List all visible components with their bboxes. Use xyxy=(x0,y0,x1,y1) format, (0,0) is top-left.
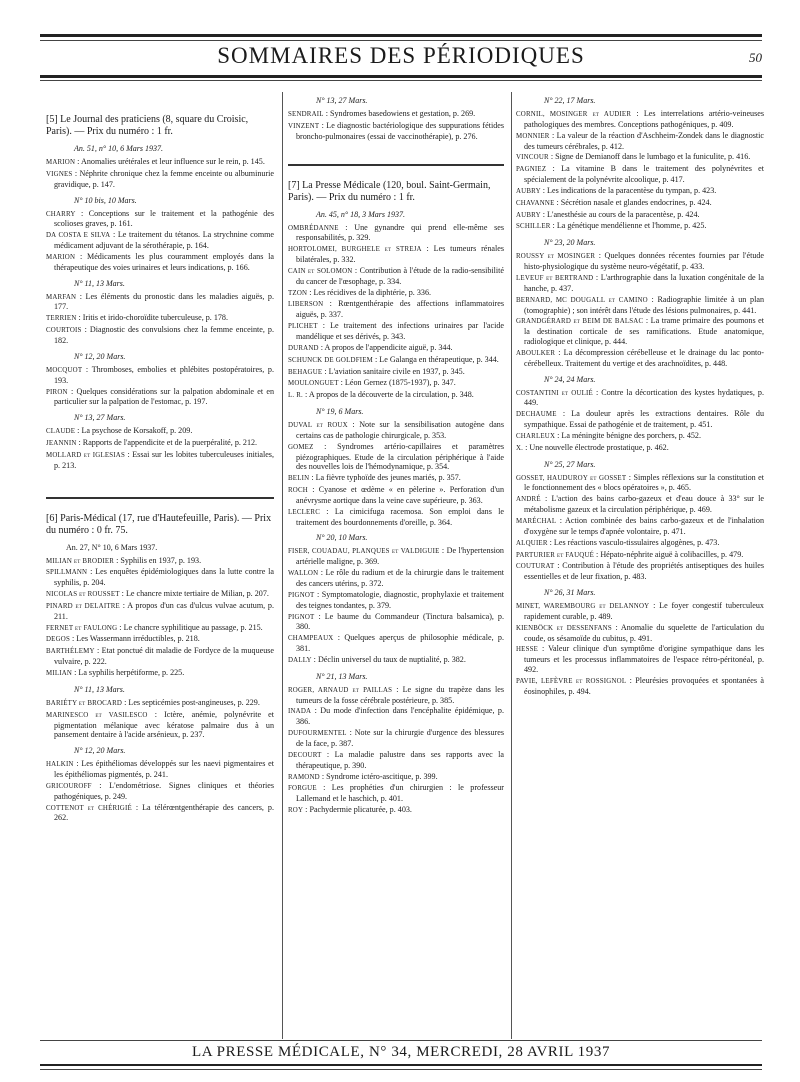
list-item: MILIAN et BRODIER : Syphilis en 1937, p. 193. xyxy=(46,555,202,565)
list-item: ABOULKER : La décompression cérébelleuse et le drainage du lac ponto-cérébelleux. Traitement du vertige et des arachnoïdites, p. 448. xyxy=(516,347,764,368)
list-item: NICOLAS et ROUSSET : Le chancre mixte tertiaire de Milian, p. 207. xyxy=(46,589,269,599)
list-item: MONNIER : La valeur de la réaction d'Aschheim-Zondek dans le diagnostic des tumeurs cérébrales, p. 412. xyxy=(516,130,764,151)
list-item: AUBRY : L'anesthésie au cours de la paracentèse, p. 424. xyxy=(516,209,700,219)
list-item: PIRON : Quelques considérations sur la palpation abdominale et en particulier sur la palpation de l'estomac, p. 197. xyxy=(46,386,274,407)
list-item: ROGER, ARNAUD et PAILLAS : Le signe du trapèze dans les tumeurs de la fosse cérébrale postérieure, p. 385. xyxy=(288,684,504,705)
column-left xyxy=(46,92,274,1037)
header-rule-bottom xyxy=(40,75,762,78)
issue-heading: An. 27, N° 10, 6 Mars 1937. xyxy=(66,542,158,552)
list-item: ANDRÉ : L'action des bains carbo-gazeux et d'eau douce à 33° sur le métabolisme gazeux et la circulation périphérique, p. 469. xyxy=(516,494,764,515)
list-item: MOCQUOT : Thromboses, embolies et phlébites postopératoires, p. 193. xyxy=(46,364,274,385)
list-item: OMBRÉDANNE : Une gynandre qui prend elle-même ses responsabilités, p. 329. xyxy=(288,222,504,243)
list-item: PAVIE, LEFÈVRE et ROSSIGNOL : Pleurésies provoquées et spontanées à éosinophiles, p. 494. xyxy=(516,675,764,696)
list-item: PIGNOT : Le baume du Commandeur (Tinctura balsamica), p. 380. xyxy=(288,611,504,632)
list-item: SENDRAIL : Syndromes basedowiens et gestation, p. 269. xyxy=(288,109,476,118)
list-item: TZON : Les récidives de la diphtérie, p. 336. xyxy=(288,287,432,297)
list-item: PLICHET : Le traitement des infections urinaires par l'acide mandélique et ses dérivés, p. 343. xyxy=(288,321,504,341)
page-number: 50 xyxy=(749,50,762,65)
list-item: PIGNOT : Symptomatologie, diagnostic, prophylaxie et traitement des teignes tondantes, p. 379. xyxy=(288,589,504,610)
section-separator xyxy=(46,497,274,499)
page-title: SOMMAIRES DES PÉRIODIQUES xyxy=(217,43,585,68)
list-item: WALLON : Le rôle du radium et de la chirurgie dans le traitement des cancers utérins, p. 372. xyxy=(288,568,504,588)
issue-heading: N° 13, 27 Mars. xyxy=(316,96,368,105)
list-item: RAMOND : Syndrome ictéro-ascitique, p. 399. xyxy=(288,771,438,781)
issue-heading: N° 11, 13 Mars. xyxy=(74,684,125,694)
journal-title: [7] La Presse Médicale (120, boul. Saint-Germain, Paris). — Prix du numéro : 1 fr. xyxy=(288,179,491,203)
list-item: DALLY : Déclin universel du taux de nuptialité, p. 382. xyxy=(288,654,466,664)
issue-heading: N° 20, 10 Mars. xyxy=(316,533,368,543)
column-divider xyxy=(282,92,283,1039)
list-item: DEGOS : Les Wassermann irréductibles, p. 218. xyxy=(46,634,200,644)
footer-rule-bottom xyxy=(40,1064,762,1066)
list-item: TERRIEN : Iritis et irido-choroïdite tuberculeuse, p. 178. xyxy=(46,313,228,323)
list-item: MILIAN : La syphilis herpétiforme, p. 225. xyxy=(46,668,185,677)
journal-title: [6] Paris-Médical (17, rue d'Hautefeuille, Paris). — Prix du numéro : 0 fr. 75. xyxy=(46,512,272,536)
header-rule-top xyxy=(40,34,762,37)
issue-heading: N° 19, 6 Mars. xyxy=(316,407,364,417)
list-item: VINZENT : Le diagnostic bactériologique des suppurations fétides broncho-pulmonaires (essai de vaccinothérapie), p. 276. xyxy=(288,120,504,141)
list-item: ALQUIER : Les réactions vasculo-tissulaires algogènes, p. 473. xyxy=(516,537,720,547)
list-item: SCHUNCK DE GOLDFIEM : Le Galanga en thérapeutique, p. 344. xyxy=(288,354,499,364)
list-item: MARINESCO et VASILESCO : Ictère, anémie, polynévrite et pigmentation mélanique avec kératose palmaire dus à un pansement dentaire à l'acide arsénieux, p. 237. xyxy=(46,709,274,740)
list-item: HORTOLOMEI, BURGHELE et STREJA : Les tumeurs rénales bilatérales, p. 332. xyxy=(288,244,504,265)
column-right xyxy=(516,92,764,1037)
issue-heading: An. 45, n° 18, 3 Mars 1937. xyxy=(316,209,405,219)
list-item: DURAND : A propos de l'appendicite aiguë, p. 344. xyxy=(288,342,453,352)
list-item: HALKIN : Les épithéliomas développés sur les naevi pigmentaires et les épithéliomas pigmentés, p. 241. xyxy=(46,759,274,780)
list-item: MARION : Médicaments les plus couramment employés dans la thérapeutique des voies urinaires et leurs indications, p. 166. xyxy=(46,251,274,272)
list-item: CHARRY : Conceptions sur le traitement et la pathogénie des scolioses graves, p. 161. xyxy=(46,208,274,229)
list-item: CORNIL, MOSINGER et AUDIER : Les interrelations artério-veineuses pathologiques des membres. Conceptions pathogéniques, p. 409. xyxy=(516,109,764,129)
list-item: KIENBÖCK et DESSENFANS : Anomalie du squelette de l'articulation du coude, os sésamoïde du cubitus, p. 491. xyxy=(516,622,764,643)
list-item: HESSE : Valeur clinique d'un symptôme d'origine sympathique dans les tumeurs et les processus inflammatoires de l'espace rétro-péritonéal, p. 492. xyxy=(516,644,764,675)
list-item: PINARD et DELAITRE : A propos d'un cas d'ulcus vulvae acutum, p. 211. xyxy=(46,600,274,621)
list-item: DECHAUME : La douleur après les extractions dentaires. Rôle du sympathique. Essai de pathogénie et de traitement, p. 451. xyxy=(516,409,764,430)
list-item: VIGNES : Néphrite chronique chez la femme enceinte ou albuminurie gravidique, p. 147. xyxy=(46,168,274,189)
column-middle xyxy=(288,92,504,1037)
list-item: BARTHÉLEMY : Etat ponctué dit maladie de Fordyce de la muqueuse vulvaire, p. 222. xyxy=(46,646,274,667)
list-item: CHARLEUX : La méningite bénigne des porchers, p. 452. xyxy=(516,430,701,440)
list-item: DA COSTA E SILVA : Le traitement du tétanos. La strychnine comme médicament adjuvant de la sérothérapie, p. 164. xyxy=(46,230,274,251)
list-item: ROY : Pachydermie plicaturée, p. 403. xyxy=(288,805,412,815)
list-item: CAIN et SOLOMON : Contribution à l'étude de la radio-sensibilité du cancer de l'œsophage, p. 334. xyxy=(288,265,504,286)
issue-heading: N° 12, 20 Mars. xyxy=(74,351,126,361)
list-item: CHAMPEAUX : Quelques aperçus de philosophie médicale, p. 381. xyxy=(288,633,504,654)
list-item: GOMEZ : Syndromes artério-capillaires et paramètres piézographiques. Etude de la circulation périphérique à l'aide des nouvelles lois de l'hémodynamique, p. 354. xyxy=(288,441,504,472)
list-item: X. : Une nouvelle électrode prostatique, p. 462. xyxy=(516,442,669,452)
issue-heading: N° 22, 17 Mars. xyxy=(544,96,596,105)
list-item: BELIN : La fièvre typhoïde des jeunes mariés, p. 357. xyxy=(288,473,461,483)
list-item: BEHAGUE : L'aviation sanitaire civile en 1937, p. 345. xyxy=(288,366,465,376)
issue-heading: N° 24, 24 Mars. xyxy=(544,374,596,384)
list-item: GRANDGÉRARD et BEIM DE BALSAC : La trame primaire des poumons et la destination corticale de ses ramifications. Etude anatomique, radiologique et clinique, p. 444. xyxy=(516,316,764,347)
column-divider xyxy=(511,92,512,1039)
list-item: BARIÉTY et BROCARD : Les septicémies post-angineuses, p. 229. xyxy=(46,697,260,707)
list-item: DUFOURMENTEL : Note sur la chirurgie d'urgence des blessures de la face, p. 387. xyxy=(288,728,504,748)
list-item: PARTURIER et FAUQUÉ : Hépato-néphrite aiguë à colibacilles, p. 479. xyxy=(516,549,744,559)
section-separator xyxy=(288,164,504,166)
list-item: MARÉCHAL : Action combinée des bains carbo-gazeux et de l'inhalation d'oxygène sur le temps d'apnée volontaire, p. 471. xyxy=(516,516,764,536)
list-item: GOSSET, HAUDUROY et GOSSET : Simples réflexions sur la constitution et le fonctionnement des « blocs opératoires », p. 465. xyxy=(516,472,764,493)
list-item: MOLLARD et IGLESIAS : Essai sur les lobites tuberculeuses initiales, p. 213. xyxy=(46,449,274,470)
header-rule-top-thin xyxy=(40,40,762,41)
list-item: LEVEUF et BERTRAND : L'arthrographie dans la luxation congénitale de la hanche, p. 437. xyxy=(516,272,764,293)
list-item: BERNARD, MC DOUGALL et CAMINO : Radiographie limitée à un plan (tomographie) ; son intérêt dans l'étude des lésions pulmonaires, p. 441. xyxy=(516,294,764,315)
list-item: SCHILLER : La génétique mendélienne et l'homme, p. 425. xyxy=(516,221,707,231)
header-rule-bottom-thin xyxy=(40,80,762,81)
issue-heading: N° 21, 13 Mars. xyxy=(316,671,368,681)
list-item: INADA : Du mode d'infection dans l'encéphalite épidémique, p. 386. xyxy=(288,706,504,727)
list-item: CLAUDE : La psychose de Korsakoff, p. 209. xyxy=(46,426,193,436)
list-item: COUTURAT : Contribution à l'étude des propriétés antiseptiques des huiles essentielles et de leur fixation, p. 483. xyxy=(516,561,764,582)
list-item: FERNET et FAULONG : Le chancre syphilitique au passage, p. 215. xyxy=(46,622,263,632)
issue-heading: N° 11, 13 Mars. xyxy=(74,278,125,288)
list-item: ROUSSY et MOSINGER : Quelques données récentes fournies par l'étude histo-physiologique du système neuro-végétatif, p. 433. xyxy=(516,251,764,272)
issue-heading: An. 51, n° 10, 6 Mars 1937. xyxy=(74,144,163,153)
list-item: DECOURT : La maladie palustre dans ses rapports avec la thérapeutique, p. 390. xyxy=(288,749,504,770)
list-item: COTTENOT et CHÉRIGIÉ : La télérœntgenthérapie des cancers, p. 262. xyxy=(46,802,274,823)
list-item: LECLERC : La cimicifuga racemosa. Son emploi dans le traitement des bourdonnements d'oreille, p. 364. xyxy=(288,506,504,527)
list-item: L. R. : A propos de la découverte de la circulation, p. 348. xyxy=(288,390,474,400)
footer-text: LA PRESSE MÉDICALE, N° 34, MERCREDI, 28 AVRIL 1937 xyxy=(191,1044,611,1060)
list-item: FISER, COUADAU, PLANQUES et VALDIGUIE : De l'hypertension artérielle maligne, p. 369. xyxy=(288,546,504,567)
list-item: MOULONGUET : Léon Gernez (1875-1937), p. 347. xyxy=(288,378,456,388)
list-item: FORGUE : Les prophéties d'un chirurgien : le professeur Lallemand et le haschich, p. 401. xyxy=(288,783,504,804)
list-item: VINCOUR : Signe de Demianoff dans le lumbago et la funiculite, p. 416. xyxy=(516,152,751,162)
footer-rule-top xyxy=(40,1040,762,1041)
issue-heading: N° 13, 27 Mars. xyxy=(74,413,126,423)
list-item: AUBRY : Les indications de la paracentèse du tympan, p. 423. xyxy=(516,185,717,195)
list-item: MINET, WAREMBOURG et DELANNOY : Le foyer congestif tuberculeux rapidement curable, p. 489. xyxy=(516,601,764,621)
issue-heading: N° 25, 27 Mars. xyxy=(544,459,596,469)
issue-heading: N° 12, 20 Mars. xyxy=(74,746,126,756)
list-item: MARFAN : Les éléments du pronostic dans les maladies aiguës, p. 177. xyxy=(46,291,274,312)
list-item: COURTOIS : Diagnostic des convulsions chez la femme enceinte, p. 182. xyxy=(46,325,274,345)
list-item: SPILLMANN : Les enquêtes épidémiologiques dans la lutte contre la syphilis, p. 204. xyxy=(46,567,274,588)
journal-title: [5] Le Journal des praticiens (8, square du Croisic, Paris). — Prix du numéro : 1 fr. xyxy=(46,114,249,137)
list-item: DUVAL et ROUX : Note sur la sensibilisation autogène dans certains cas de pathologie chirurgicale, p. 353. xyxy=(288,420,504,440)
list-item: PAGNIEZ : La vitamine B dans le traitement des polynévrites et spécialement de la polynévrite alcoolique, p. 417. xyxy=(516,164,764,185)
list-item: MARION : Anomalies urétérales et leur influence sur le rein, p. 145. xyxy=(46,157,265,166)
issue-heading: N° 26, 31 Mars. xyxy=(544,588,596,598)
list-item: JEANNIN : Rapports de l'appendicite et de la puerpéralité, p. 212. xyxy=(46,438,258,448)
list-item: CHAVANNE : Sécrétion nasale et glandes endocrines, p. 424. xyxy=(516,197,712,207)
issue-heading: N° 23, 20 Mars. xyxy=(544,238,596,248)
footer-rule-bottom-thin xyxy=(40,1069,762,1070)
issue-heading: N° 10 bis, 10 Mars. xyxy=(74,195,137,205)
list-item: COSTANTINI et OULIÉ : Contre la décortication des kystes hydatiques, p. 449. xyxy=(516,387,764,408)
list-item: GRICOUROFF : L'endométriose. Signes cliniques et théories pathogéniques, p. 249. xyxy=(46,780,274,801)
list-item: LIBERSON : Rœntgenthérapie des affections inflammatoires aiguës, p. 337. xyxy=(288,299,504,320)
list-item: ROCH : Cyanose et œdème « en pèlerine ». Perforation d'un anévrysme aortique dans la veine cave supérieure, p. 363. xyxy=(288,485,504,505)
